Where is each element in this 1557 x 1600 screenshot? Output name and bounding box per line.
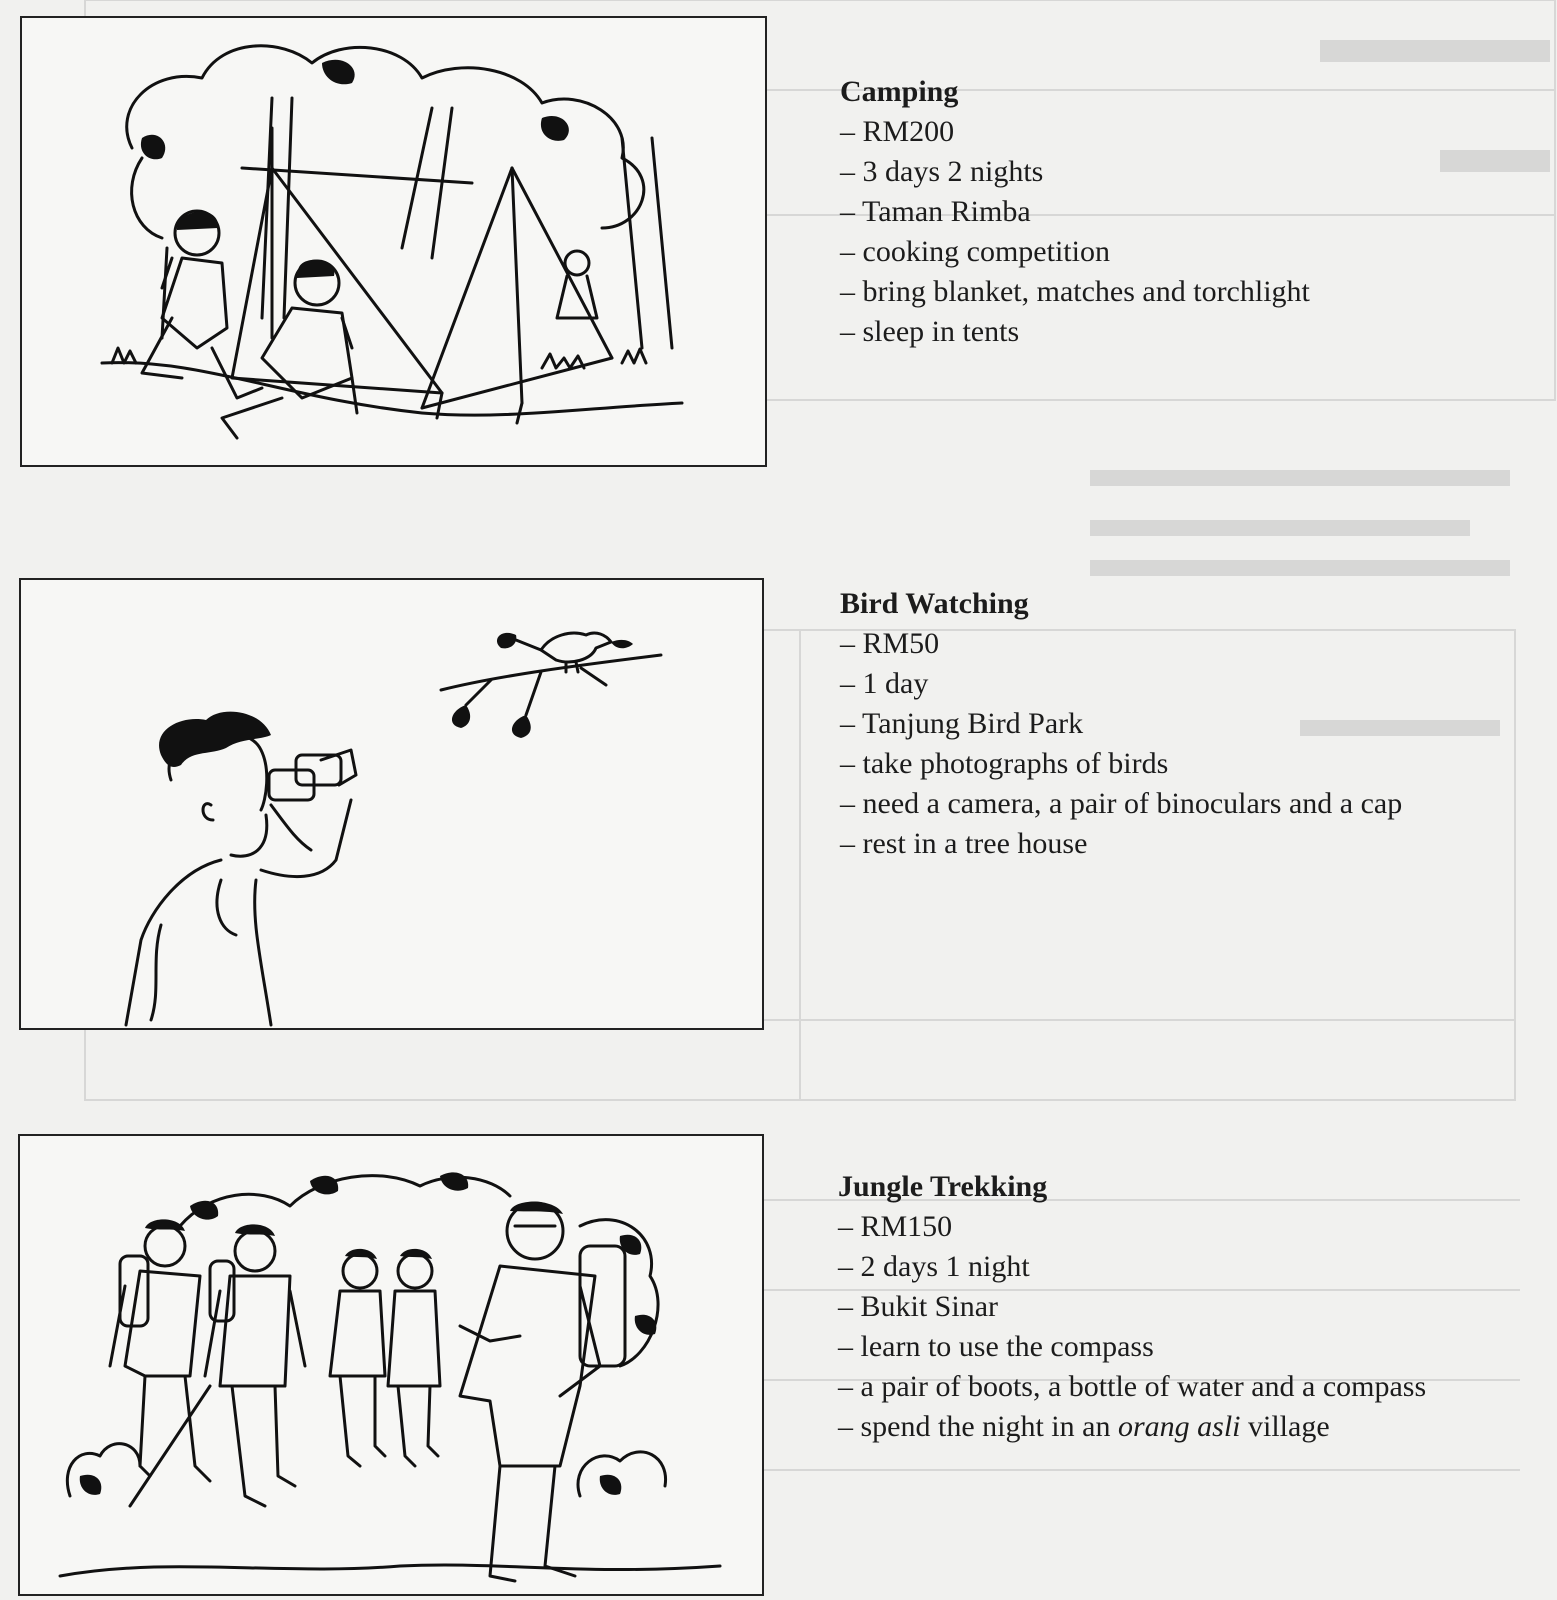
jungle-trekking-accommodation (838, 1407, 1426, 1447)
camping-activity: – cooking competition (840, 232, 1310, 272)
bird-watching-activity: – take photographs of birds (840, 744, 1402, 784)
camping-location: – Taman Rimba (840, 192, 1310, 232)
jungle-trekking-price: – RM150 (838, 1207, 1426, 1247)
activity-camping (0, 0, 1557, 480)
bird-watching-info (840, 584, 1402, 864)
bird-watching-location: – Tanjung Bird Park (840, 704, 1402, 744)
bird-watching-picture (19, 578, 764, 1030)
bird-watching-scene-icon (21, 580, 762, 1028)
bird-watching-things-to-bring: – need a camera, a pair of binoculars and a cap (840, 784, 1402, 824)
activity-bird-watching (0, 560, 1557, 1040)
jungle-trekking-activity: – learn to use the compass (838, 1327, 1426, 1367)
camping-scene-icon (22, 18, 765, 465)
accommodation-text-italic: orang asli (1117, 1410, 1241, 1443)
accommodation-text-after: village (1240, 1410, 1330, 1443)
camping-details (840, 112, 1310, 352)
camping-things-to-bring: – bring blanket, matches and torchlight (840, 272, 1310, 312)
camping-title: Camping (840, 75, 959, 108)
jungle-trekking-location: – Bukit Sinar (838, 1287, 1426, 1327)
jungle-trekking-things-to-bring: – a pair of boots, a bottle of water and a compass (838, 1367, 1426, 1407)
bird-watching-title: Bird Watching (840, 587, 1029, 620)
camping-price: – RM200 (840, 112, 1310, 152)
bird-watching-duration: – 1 day (840, 664, 1402, 704)
jungle-trekking-picture (18, 1134, 764, 1596)
jungle-trekking-scene-icon (20, 1136, 762, 1594)
camping-info (840, 72, 1310, 352)
jungle-trekking-info (838, 1167, 1426, 1447)
camping-accommodation: – sleep in tents (840, 312, 1310, 352)
bird-watching-accommodation: – rest in a tree house (840, 824, 1402, 864)
jungle-trekking-title: Jungle Trekking (838, 1170, 1048, 1203)
jungle-trekking-duration: – 2 days 1 night (838, 1247, 1426, 1287)
bird-watching-price: – RM50 (840, 624, 1402, 664)
accommodation-text-before: spend the night in an (860, 1410, 1118, 1443)
camping-picture (20, 16, 767, 467)
camping-duration: – 3 days 2 nights (840, 152, 1310, 192)
activity-jungle-trekking (0, 1110, 1557, 1600)
bird-watching-details (840, 624, 1402, 864)
jungle-trekking-details (838, 1207, 1426, 1447)
